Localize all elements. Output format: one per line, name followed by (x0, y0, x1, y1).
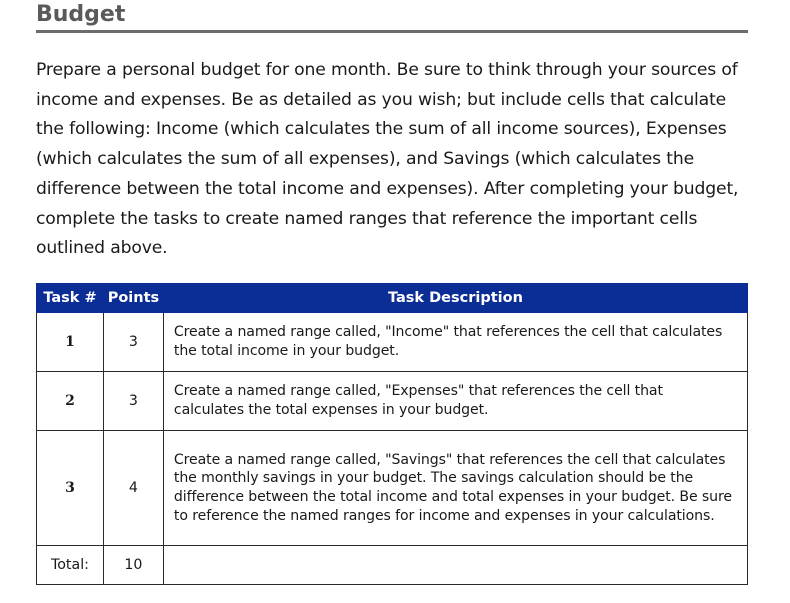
task-description-text: Create a named range called, "Expenses" that references the cell that calculates the total expenses in your budget. (173, 383, 663, 418)
instructions-paragraph: Prepare a personal budget for one month. Be sure to think through your sources of income and expenses. Be as detailed as you wish; but include cells that calculate the following: Income (which calculates the sum of all income sources), Expenses (which calculates the sum of all expenses), and Savings (which calculates the difference between the total income and expenses). After completing your budget, complete the tasks to create named ranges that reference the important cells outlined above. (36, 60, 739, 259)
tasks-table (36, 283, 748, 585)
task-description-cell (163, 372, 747, 431)
header-task-number: Task # (37, 284, 104, 313)
section-heading-container (36, 0, 748, 33)
task-description-text: Create a named range called, "Savings" that references the cell that calculates the monthly savings in your budget. The savings calculation should be the difference between the total income and total expenses in your budget. Be sure to reference the named ranges for income and expenses in your calculations. (173, 451, 732, 524)
table-header-row (37, 284, 748, 313)
table-row (37, 431, 748, 546)
page-title: Budget (36, 2, 126, 27)
points-cell: 3 (103, 313, 163, 372)
total-points-cell: 10 (103, 546, 163, 585)
table-total-row (37, 546, 748, 585)
task-number-cell: 2 (37, 372, 104, 431)
header-points: Points (103, 284, 163, 313)
header-task-description: Task Description (163, 284, 747, 313)
task-description-cell (163, 431, 747, 546)
task-description-cell (163, 313, 747, 372)
task-number-cell: 1 (37, 313, 104, 372)
total-empty-cell (163, 546, 747, 585)
total-label-cell: Total: (37, 546, 104, 585)
points-cell: 4 (103, 431, 163, 546)
task-number-cell: 3 (37, 431, 104, 546)
task-description-text: Create a named range called, "Income" that references the cell that calculates the total income in your budget. (173, 324, 723, 359)
table-row (37, 313, 748, 372)
points-cell: 3 (103, 372, 163, 431)
table-row (37, 372, 748, 431)
